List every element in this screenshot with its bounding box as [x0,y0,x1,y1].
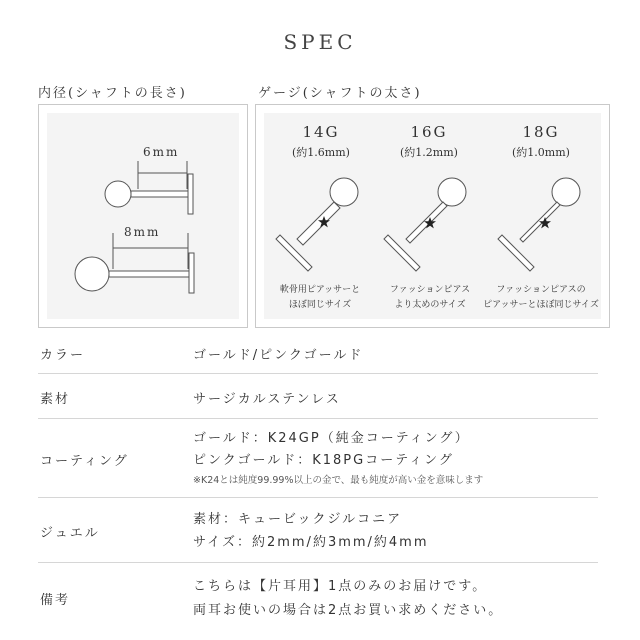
jewel-line: サイズ：約2mm/約3mm/約4mm [193,535,429,550]
spec-value: ゴールド/ピンクゴールド [193,348,364,363]
gauge-desc-line: ファッションピアスの [496,285,586,295]
spec-label: ジュエル [40,526,100,541]
gauge-16g-piece [384,178,466,271]
page-title: SPEC [283,30,357,54]
gauge-name: 14G [302,123,340,141]
inner-diameter-diagram [47,113,239,319]
gauge-desc-line: 軟骨用ピアッサーと [279,285,361,295]
coating-line: ゴールド：K24GP（純金コーティング） [193,431,470,446]
size-label-6mm: 6mm [143,145,180,159]
spec-label: 備考 [40,593,71,608]
gauge-desc-line: ピアッサーとほぼ同じサイズ [483,300,599,310]
coating-note: ※K24とは純度99.99%以上の金で、最も純度が高い金を意味します [193,475,484,486]
spec-table [38,335,598,633]
gauge-18g-desc [475,283,607,313]
inner-diameter-heading: 内径(シャフトの長さ) [38,86,187,101]
gauge-mm: (約1.2mm) [400,146,458,159]
spec-label: 素材 [40,392,71,407]
gauge-desc-line: ほぼ同じサイズ [288,300,352,310]
shaft-length-illustration [47,113,239,319]
gauge-mm: (約1.0mm) [512,146,570,159]
gauge-16g [374,123,484,160]
spec-value [193,508,429,554]
jewel-line: 素材：キュービックジルコニア [193,512,403,527]
coating-line: ピンクゴールド：K18PGコーティング [193,453,454,468]
spec-row-material [38,374,598,419]
gauge-18g [486,123,596,160]
spec-row-coating [38,419,598,498]
gauge-heading: ゲージ(シャフトの太さ) [258,86,422,101]
spec-row-jewel [38,498,598,563]
gauge-14g-desc [258,283,382,313]
remarks-line: 両耳お使いの場合は2点お買い求めください。 [193,603,504,618]
gauge-mm: (約1.6mm) [292,146,350,159]
spec-value: サージカルステンレス [193,392,341,407]
gauge-16g-desc [368,283,492,313]
gauge-18g-piece [498,178,580,271]
gauge-desc-line: ファッションピアス [389,285,471,295]
spec-label: コーティング [40,454,129,469]
spec-row-remarks [38,563,598,633]
gauge-name: 16G [410,123,448,141]
spec-value [193,575,503,623]
inner-diameter-panel [38,104,248,328]
gauge-14g-piece [276,178,358,271]
gauge-14g [266,123,376,160]
size-label-8mm: 8mm [124,225,161,239]
spec-row-color [38,335,598,374]
spec-label: カラー [40,348,86,363]
gauge-diagram [264,113,601,319]
gauge-panel [255,104,610,328]
remarks-line: こちらは【片耳用】1点のみのお届けです。 [193,579,488,594]
spec-value [193,428,483,490]
gauge-desc-line: より太めのサイズ [394,300,466,310]
gauge-name: 18G [522,123,560,141]
